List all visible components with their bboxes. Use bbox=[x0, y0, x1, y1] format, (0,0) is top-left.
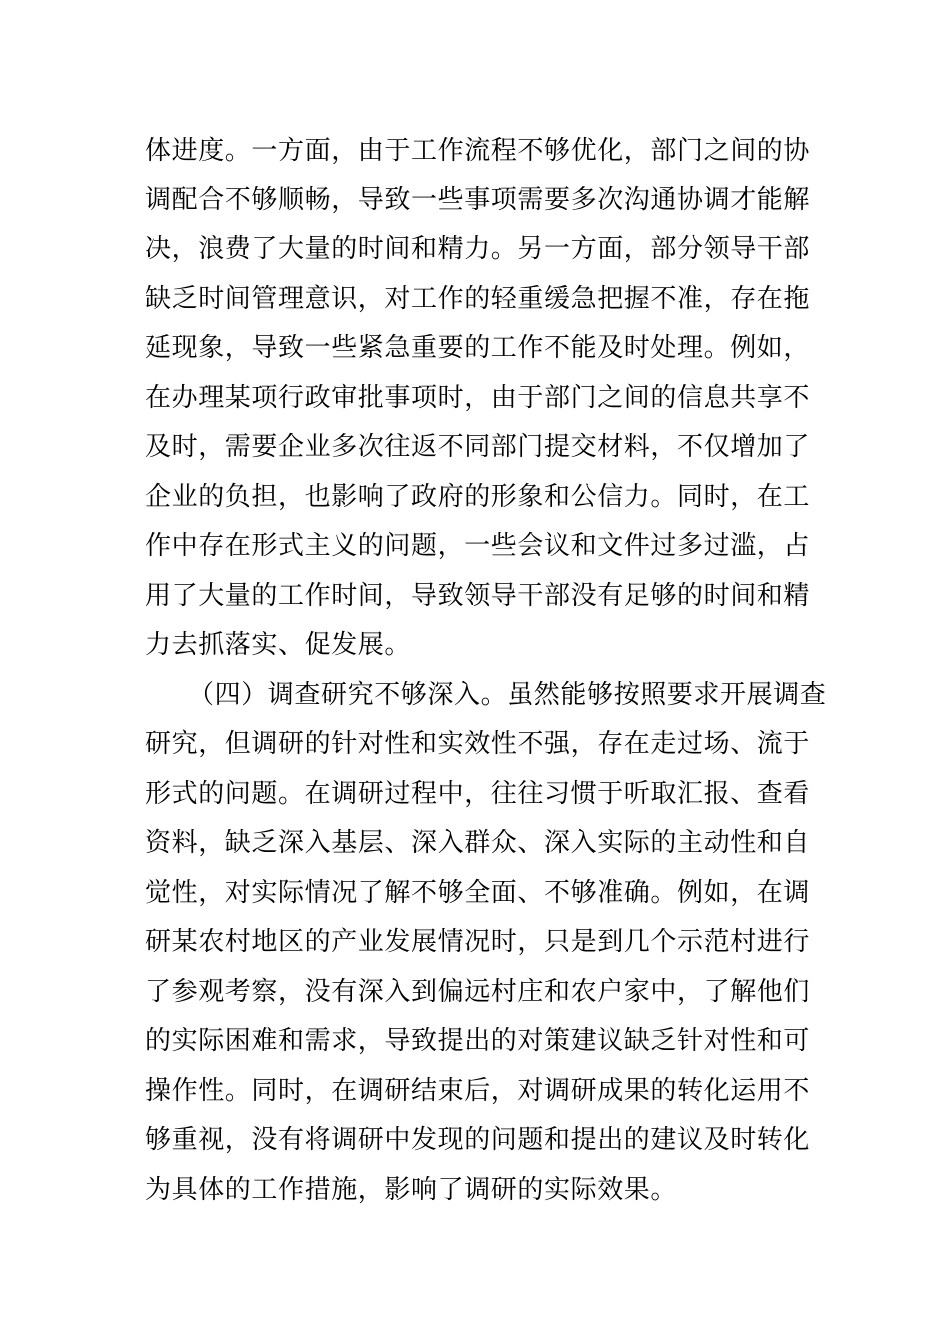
text-line: 了参观考察，没有深入到偏远村庄和农户家中，了解他们 bbox=[145, 977, 811, 1007]
text-line: 企业的负担，也影响了政府的形象和公信力。同时，在工 bbox=[145, 482, 811, 512]
text-line: 操作性。同时，在调研结束后，对调研成果的转化运用不 bbox=[145, 1076, 811, 1106]
text-line: 力去抓落实、促发展。 bbox=[145, 630, 412, 660]
text-line: 研某农村地区的产业发展情况时，只是到几个示范村进行 bbox=[145, 927, 811, 957]
text-line: 的实际困难和需求，导致提出的对策建议缺乏针对性和可 bbox=[145, 1026, 811, 1056]
text-line: 用了大量的工作时间，导致领导干部没有足够的时间和精 bbox=[145, 581, 811, 611]
text-line: 研究，但调研的针对性和实效性不强，存在走过场、流于 bbox=[145, 729, 811, 759]
text-line: 决，浪费了大量的时间和精力。另一方面，部分领导干部 bbox=[145, 234, 811, 264]
section-heading-line: （四）调查研究不够深入。虽然能够按照要求开展调查 bbox=[188, 680, 827, 710]
text-line: 及时，需要企业多次往返不同部门提交材料，不仅增加了 bbox=[145, 432, 811, 462]
text-line: 调配合不够顺畅，导致一些事项需要多次沟通协调才能解 bbox=[145, 185, 811, 215]
text-line: 资料，缺乏深入基层、深入群众、深入实际的主动性和自 bbox=[145, 828, 811, 858]
text-line: 延现象，导致一些紧急重要的工作不能及时处理。例如， bbox=[145, 333, 811, 363]
text-line: 体进度。一方面，由于工作流程不够优化，部门之间的协 bbox=[145, 136, 811, 166]
text-line: 作中存在形式主义的问题，一些会议和文件过多过滥，占 bbox=[145, 531, 811, 561]
text-line: 在办理某项行政审批事项时，由于部门之间的信息共享不 bbox=[145, 383, 811, 413]
text-line: 够重视，没有将调研中发现的问题和提出的建议及时转化 bbox=[145, 1125, 811, 1155]
text-line: 为具体的工作措施，影响了调研的实际效果。 bbox=[145, 1175, 678, 1205]
text-line: 觉性，对实际情况了解不够全面、不够准确。例如，在调 bbox=[145, 878, 811, 908]
text-line: 形式的问题。在调研过程中，往往习惯于听取汇报、查看 bbox=[145, 779, 811, 809]
text-line: 缺乏时间管理意识，对工作的轻重缓急把握不准，存在拖 bbox=[145, 284, 811, 314]
